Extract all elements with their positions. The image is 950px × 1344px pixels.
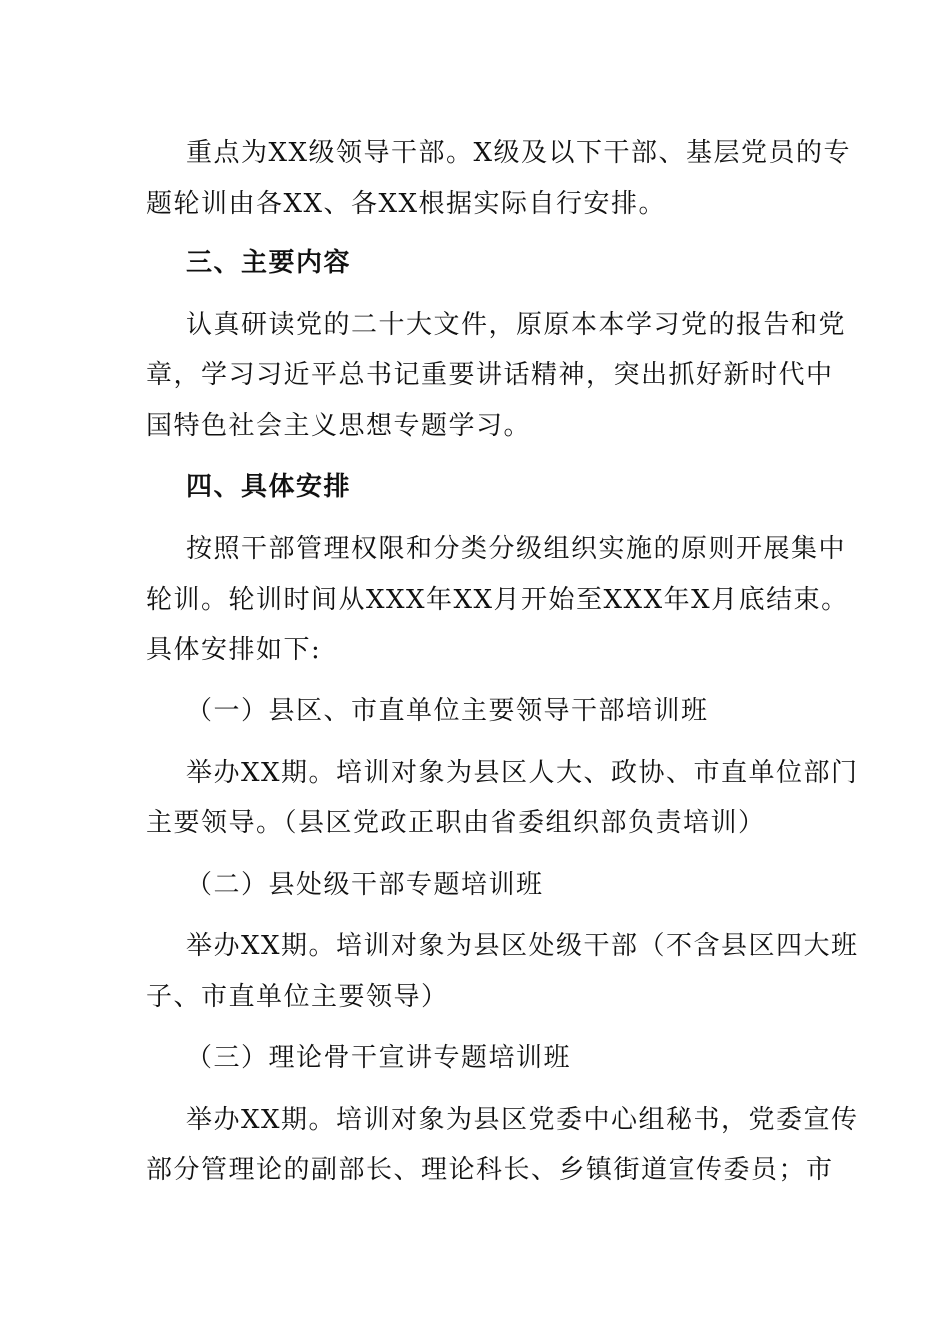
subheading-2: （二）县处级干部专题培训班 <box>186 870 544 900</box>
paragraph-line: 重点为XX级领导干部。X级及以下干部、基层党员的专 <box>186 138 852 168</box>
paragraph-line: 题轮训由各XX、各XX根据实际自行安排。 <box>146 189 667 219</box>
paragraph-line: 子、市直单位主要领导） <box>146 982 449 1012</box>
paragraph-line: 国特色社会主义思想专题学习。 <box>146 411 532 441</box>
paragraph-line: 轮训。轮训时间从XXX年XX月开始至XXX年X月底结束。 <box>146 585 849 615</box>
paragraph-line: 章，学习习近平总书记重要讲话精神，突出抓好新时代中 <box>146 360 834 390</box>
paragraph-line: 举办XX期。培训对象为县区处级干部（不含县区四大班 <box>186 931 859 961</box>
paragraph-line: 按照干部管理权限和分类分级组织实施的原则开展集中 <box>186 534 847 564</box>
paragraph-line: 主要领导。（县区党政正职由省委组织部负责培训） <box>146 808 766 838</box>
section-heading-main-content: 三、主要内容 <box>186 248 352 278</box>
paragraph-line: 认真研读党的二十大文件，原原本本学习党的报告和党 <box>186 310 847 340</box>
paragraph-line: 举办XX期。培训对象为县区人大、政协、市直单位部门 <box>186 758 859 788</box>
subheading-3: （三）理论骨干宣讲专题培训班 <box>186 1043 572 1073</box>
subheading-1: （一）县区、市直单位主要领导干部培训班 <box>186 696 709 726</box>
section-heading-arrangement: 四、具体安排 <box>186 472 352 502</box>
paragraph-line: 部分管理论的副部长、理论科长、乡镇街道宣传委员；市 <box>146 1155 834 1185</box>
paragraph-line: 举办XX期。培训对象为县区党委中心组秘书，党委宣传 <box>186 1105 859 1135</box>
paragraph-line: 具体安排如下: <box>146 635 322 665</box>
